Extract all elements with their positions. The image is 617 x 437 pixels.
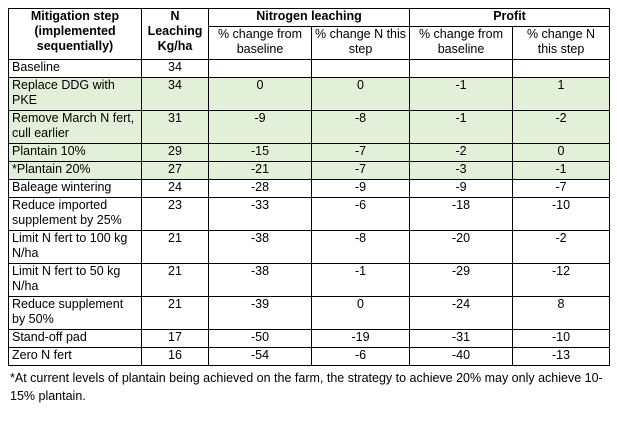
- row-n-leaching: 21: [142, 297, 209, 330]
- row-profit-change-step: -2: [513, 111, 610, 144]
- row-profit-change-baseline: -31: [410, 330, 513, 348]
- footnote: *At current levels of plantain being achieved on the farm, the strategy to achieve 20% may only achieve 10-15% plantain.: [10, 371, 603, 403]
- table-row: [9, 144, 610, 162]
- row-leach-change-baseline: -21: [209, 162, 312, 180]
- row-step-label: Zero N fert: [9, 348, 142, 366]
- row-step-label: Stand-off pad: [9, 330, 142, 348]
- row-leach-change-baseline: -38: [209, 231, 312, 264]
- row-leach-change-baseline: -38: [209, 264, 312, 297]
- table-row: [9, 78, 610, 111]
- row-step-label: Limit N fert to 50 kg N/ha: [9, 264, 142, 297]
- row-n-leaching: 27: [142, 162, 209, 180]
- row-profit-change-baseline: -9: [410, 180, 513, 198]
- row-profit-change-step: 0: [513, 144, 610, 162]
- table-row: [9, 60, 610, 78]
- row-leach-change-baseline: -28: [209, 180, 312, 198]
- row-leach-change-step: -7: [312, 162, 410, 180]
- mitigation-table-container: [8, 8, 609, 405]
- row-leach-change-step: [312, 60, 410, 78]
- row-profit-change-step: -2: [513, 231, 610, 264]
- row-step-label: Reduce imported supplement by 25%: [9, 198, 142, 231]
- table-row: [9, 162, 610, 180]
- row-leach-change-baseline: -15: [209, 144, 312, 162]
- row-n-leaching: 34: [142, 60, 209, 78]
- row-leach-change-step: -8: [312, 111, 410, 144]
- row-profit-change-baseline: -18: [410, 198, 513, 231]
- header-n-leaching: N Leaching Kg/ha: [142, 9, 209, 60]
- header-profit-change-baseline: % change from baseline: [410, 27, 513, 60]
- row-profit-change-baseline: -1: [410, 78, 513, 111]
- row-leach-change-step: -7: [312, 144, 410, 162]
- row-leach-change-baseline: [209, 60, 312, 78]
- row-profit-change-baseline: -24: [410, 297, 513, 330]
- row-step-label: Baseline: [9, 60, 142, 78]
- header-mitigation-step: Mitigation step (implemented sequentially): [9, 9, 142, 60]
- row-leach-change-baseline: -50: [209, 330, 312, 348]
- row-leach-change-step: -8: [312, 231, 410, 264]
- table-header: [9, 9, 610, 60]
- row-n-leaching: 21: [142, 231, 209, 264]
- row-step-label: Reduce supplement by 50%: [9, 297, 142, 330]
- row-leach-change-step: -6: [312, 198, 410, 231]
- row-leach-change-baseline: -33: [209, 198, 312, 231]
- row-n-leaching: 17: [142, 330, 209, 348]
- table-row: [9, 330, 610, 348]
- row-step-label: Replace DDG with PKE: [9, 78, 142, 111]
- row-step-label: *Plantain 20%: [9, 162, 142, 180]
- table-row: [9, 180, 610, 198]
- row-n-leaching: 31: [142, 111, 209, 144]
- row-profit-change-step: -7: [513, 180, 610, 198]
- header-nitrogen-leaching: Nitrogen leaching: [209, 9, 410, 27]
- row-profit-change-step: -13: [513, 348, 610, 366]
- row-profit-change-step: 1: [513, 78, 610, 111]
- row-leach-change-step: 0: [312, 297, 410, 330]
- row-profit-change-baseline: -2: [410, 144, 513, 162]
- row-n-leaching: 23: [142, 198, 209, 231]
- row-n-leaching: 34: [142, 78, 209, 111]
- header-leach-change-baseline: % change from baseline: [209, 27, 312, 60]
- table-row: [9, 198, 610, 231]
- row-profit-change-step: [513, 60, 610, 78]
- row-leach-change-step: 0: [312, 78, 410, 111]
- row-leach-change-step: -1: [312, 264, 410, 297]
- header-profit-change-step: % change N this step: [513, 27, 610, 60]
- row-profit-change-baseline: -40: [410, 348, 513, 366]
- row-step-label: Plantain 10%: [9, 144, 142, 162]
- mitigation-table: [8, 8, 610, 366]
- row-profit-change-step: 8: [513, 297, 610, 330]
- row-leach-change-step: -6: [312, 348, 410, 366]
- row-step-label: Remove March N fert, cull earlier: [9, 111, 142, 144]
- row-leach-change-baseline: 0: [209, 78, 312, 111]
- row-profit-change-step: -12: [513, 264, 610, 297]
- table-row: [9, 348, 610, 366]
- row-leach-change-baseline: -39: [209, 297, 312, 330]
- row-profit-change-baseline: -1: [410, 111, 513, 144]
- table-body: [9, 60, 610, 366]
- table-row: [9, 231, 610, 264]
- row-step-label: Baleage wintering: [9, 180, 142, 198]
- table-row: [9, 111, 610, 144]
- row-n-leaching: 21: [142, 264, 209, 297]
- row-profit-change-step: -1: [513, 162, 610, 180]
- row-step-label: Limit N fert to 100 kg N/ha: [9, 231, 142, 264]
- row-profit-change-baseline: -3: [410, 162, 513, 180]
- row-leach-change-baseline: -54: [209, 348, 312, 366]
- row-profit-change-step: -10: [513, 198, 610, 231]
- row-profit-change-baseline: -20: [410, 231, 513, 264]
- row-n-leaching: 16: [142, 348, 209, 366]
- row-profit-change-baseline: [410, 60, 513, 78]
- table-row: [9, 297, 610, 330]
- row-profit-change-baseline: -29: [410, 264, 513, 297]
- header-profit: Profit: [410, 9, 610, 27]
- row-n-leaching: 24: [142, 180, 209, 198]
- row-profit-change-step: -10: [513, 330, 610, 348]
- table-row: [9, 264, 610, 297]
- row-leach-change-baseline: -9: [209, 111, 312, 144]
- row-leach-change-step: -19: [312, 330, 410, 348]
- row-leach-change-step: -9: [312, 180, 410, 198]
- row-n-leaching: 29: [142, 144, 209, 162]
- header-leach-change-step: % change N this step: [312, 27, 410, 60]
